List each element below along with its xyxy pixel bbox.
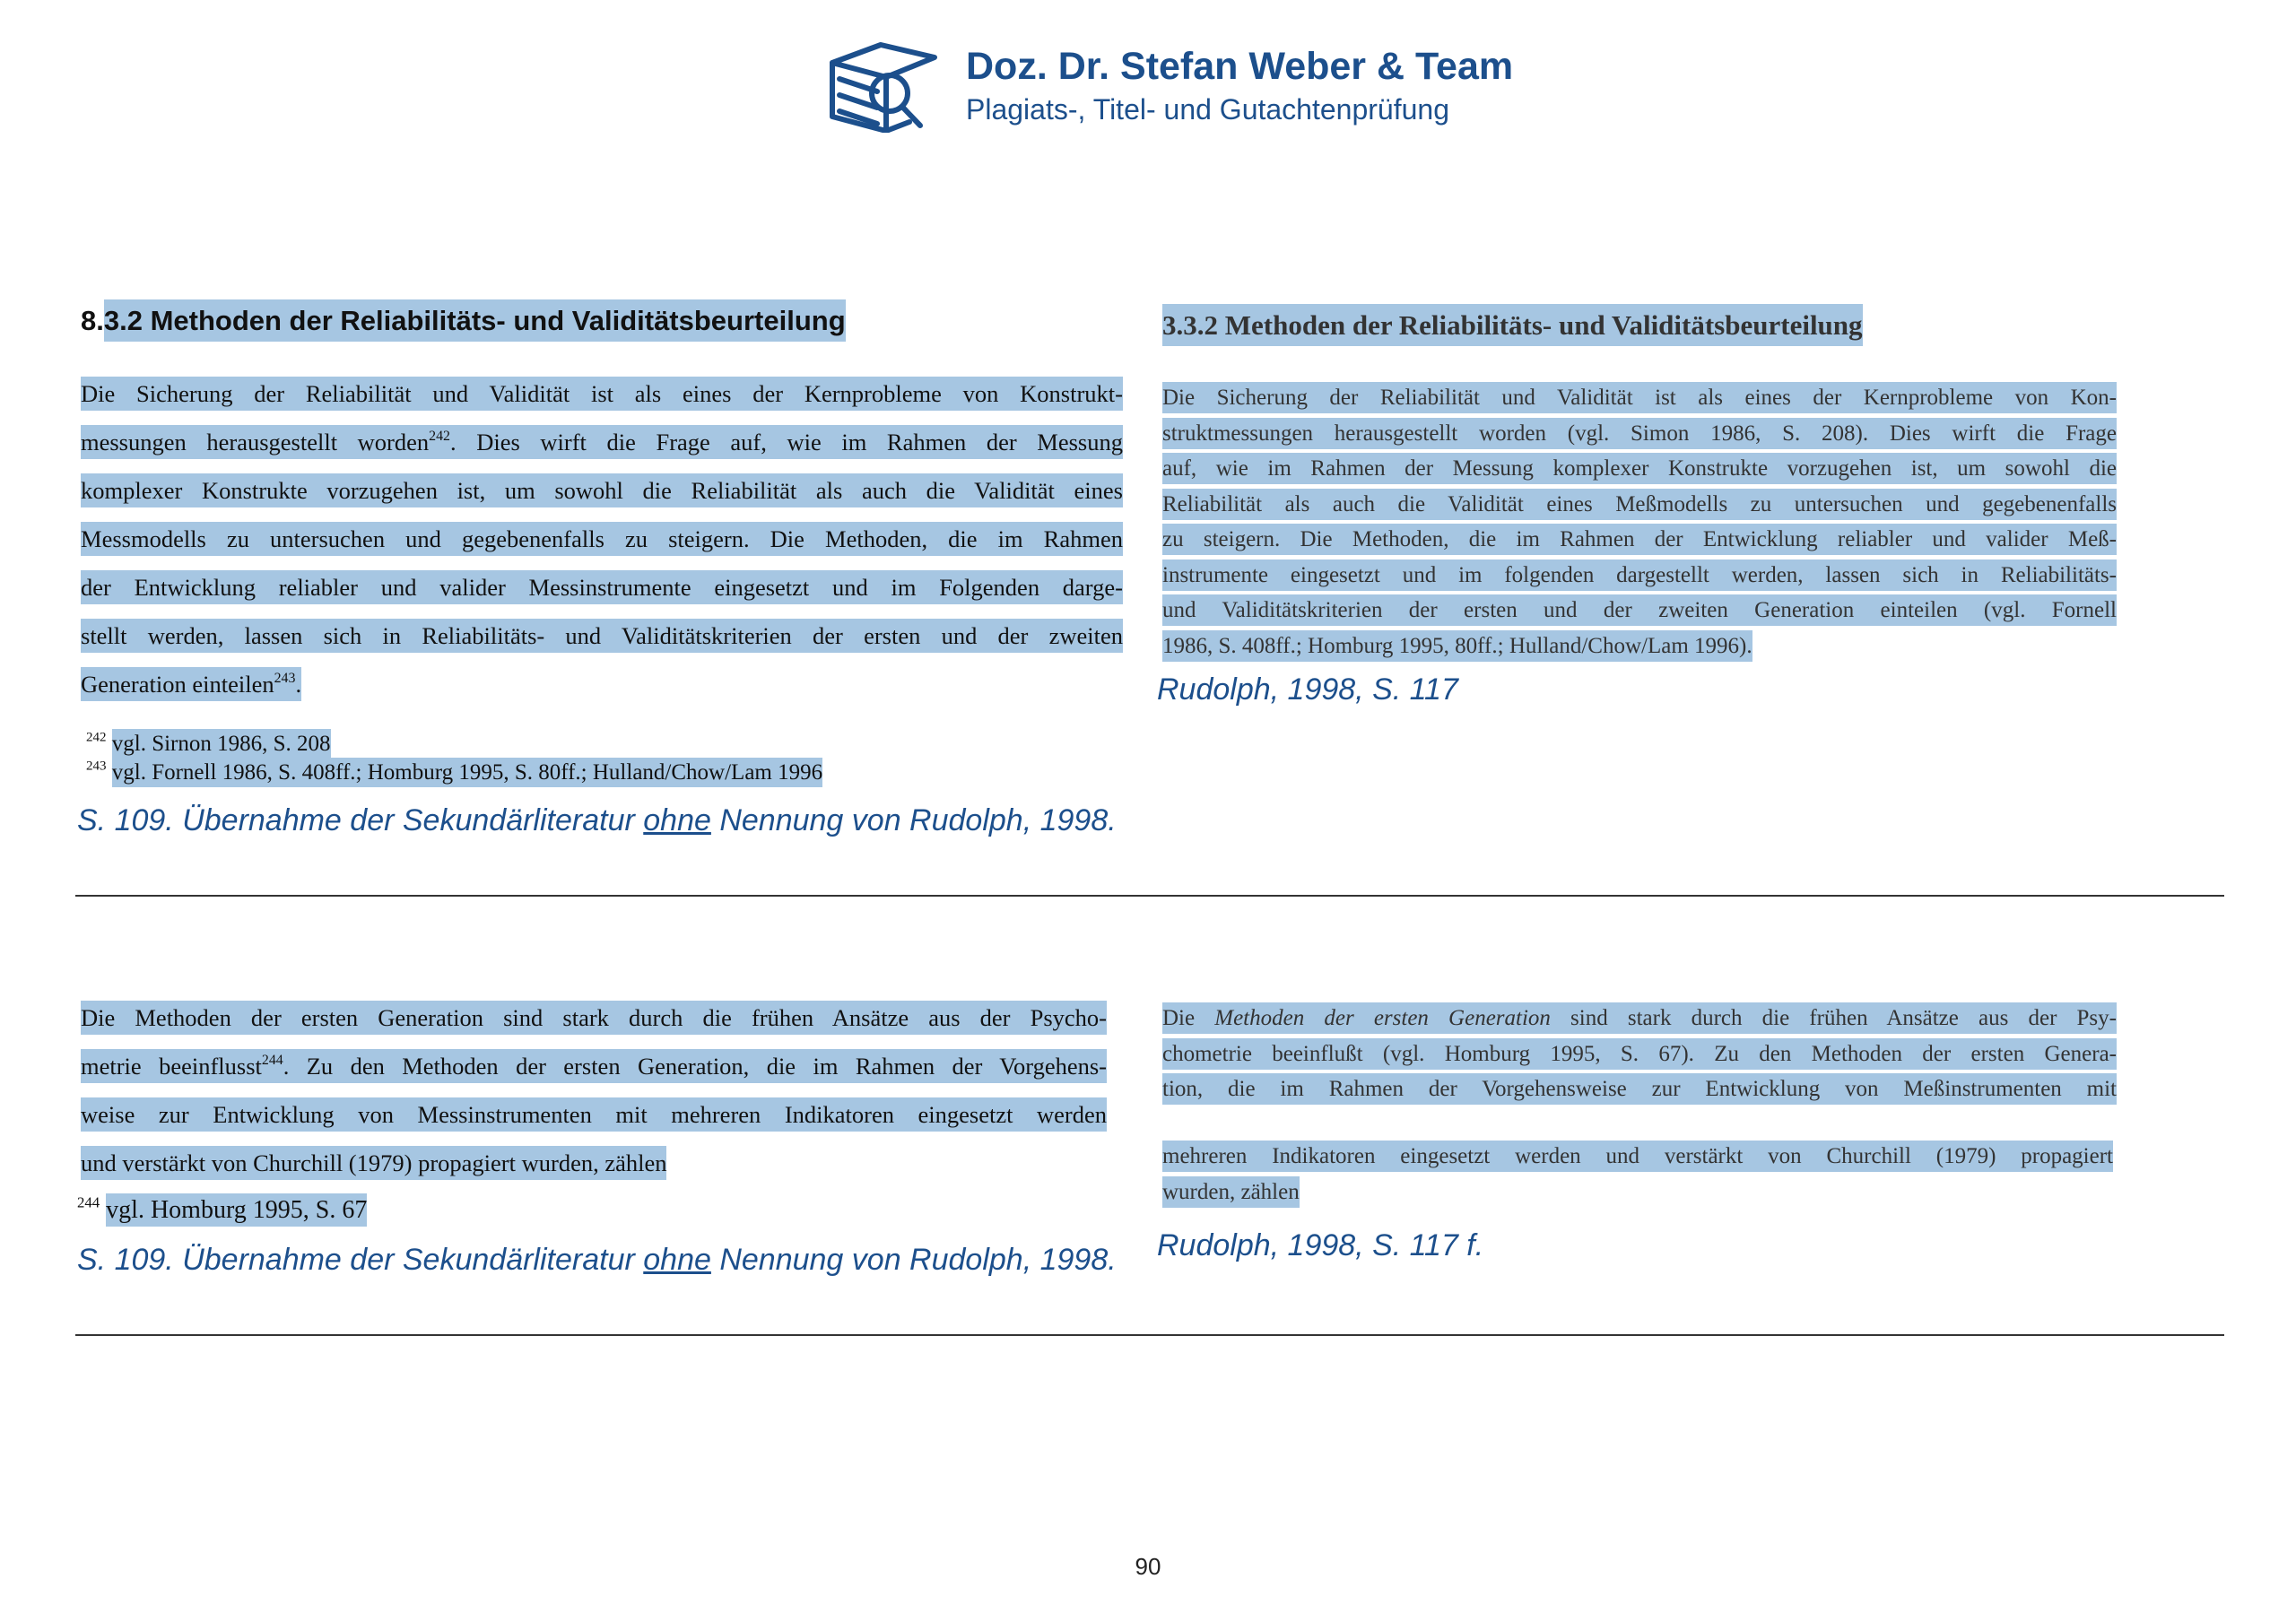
right-excerpt-1 (1162, 380, 2117, 664)
text-line: Die Methoden der ersten Generation sind stark durch die frühen Ansätze aus der Psy- (1162, 1001, 2117, 1037)
footnote-ref[interactable]: 243 (274, 670, 296, 686)
section-divider (75, 1334, 2224, 1336)
left-excerpt-2 (81, 993, 1107, 1187)
text-line: Messmodells zu untersuchen und gegebenenfalls zu steigern. Die Methoden, die im Rahmen (81, 515, 1123, 563)
text-line: Reliabilität als auch die Validität eines Meßmodells zu untersuchen und gegebenenfalls (1162, 487, 2117, 523)
text-line: und Validitätskriterien der ersten und der zweiten Generation einteilen (vgl. Fornell (1162, 593, 2117, 629)
text-line: chometrie beeinflußt (vgl. Homburg 1995, S. 67). Zu den Methoden der ersten Genera- (1162, 1037, 2117, 1072)
footnote-ref[interactable]: 244 (261, 1052, 283, 1068)
footnote-242: $^{242}$ vgl. Sirnon 1986, S. 208 (86, 732, 331, 757)
text-line: Die Methoden der ersten Generation sind stark durch die frühen Ansätze aus der Psycho- (81, 993, 1107, 1042)
text-line: komplexer Konstrukte vorzugehen ist, um sowohl die Reliabilität als auch die Validität eines (81, 466, 1123, 515)
text-line: messungen herausgestellt worden$^{242}$. Dies wirft die Frage auf, wie im Rahmen der Messung (81, 418, 1123, 466)
text-line: wurden, zählen (1162, 1175, 2113, 1210)
left-heading-1: 8.3.2 Methoden der Reliabilitäts- und Validitätsbeurteilung (81, 305, 846, 337)
right-excerpt-2 (1162, 1001, 2117, 1107)
text-line: Die Sicherung der Reliabilität und Validität ist als eines der Kernprobleme von Kon- (1162, 380, 2117, 416)
right-caption-2: Rudolph, 1998, S. 117 f. (1157, 1228, 1484, 1262)
text-line: Generation einteilen$^{243}$. (81, 660, 1123, 708)
left-caption-2: S. 109. Übernahme der Sekundärliteratur ohne Nennung von Rudolph, 1998. (77, 1243, 1117, 1277)
brand-title: Doz. Dr. Stefan Weber & Team (966, 45, 1514, 88)
right-heading-1: 3.3.2 Methoden der Reliabilitäts- und Validitätsbeurteilung (1162, 309, 1863, 342)
text-line: zu steigern. Die Methoden, die im Rahmen der Entwicklung reliabler und valider Meß- (1162, 522, 2117, 558)
text-line: Die Sicherung der Reliabilität und Validität ist als eines der Kernprobleme von Konstrukt- (81, 369, 1123, 418)
text-line: struktmessungen herausgestellt worden (vgl. Simon 1986, S. 208). Dies wirft die Frage (1162, 416, 2117, 452)
text-line: tion, die im Rahmen der Vorgehensweise zur Entwicklung von Meßinstrumenten mit (1162, 1071, 2117, 1107)
left-caption-1: S. 109. Übernahme der Sekundärliteratur ohne Nennung von Rudolph, 1998. (77, 803, 1117, 837)
text-line: stellt werden, lassen sich in Reliabilitäts- und Validitätskriterien der ersten und der zweiten (81, 612, 1123, 660)
text-line: instrumente eingesetzt und im folgenden dargestellt werden, lassen sich in Reliabilitäts- (1162, 558, 2117, 594)
footnote-244: $^{244}$ vgl. Homburg 1995, S. 67 (77, 1196, 367, 1225)
left-excerpt-1 (81, 369, 1123, 708)
text-line: weise zur Entwicklung von Messinstrumenten mit mehreren Indikatoren eingesetzt werden (81, 1090, 1107, 1139)
footnote-ref[interactable]: 242 (429, 428, 450, 444)
text-line: auf, wie im Rahmen der Messung komplexer Konstrukte vorzugehen ist, um sowohl die (1162, 451, 2117, 487)
page-number: 90 (1135, 1553, 1161, 1580)
section-divider (75, 895, 2224, 897)
text-line: mehreren Indikatoren eingesetzt werden und verstärkt von Churchill (1979) propagiert (1162, 1139, 2113, 1175)
brand-subtitle: Plagiats-, Titel- und Gutachtenprüfung (966, 93, 1449, 126)
text-line: metrie beeinflusst$^{244}$. Zu den Methoden der ersten Generation, die im Rahmen der Vorgehens- (81, 1042, 1107, 1090)
text-line: 1986, S. 408ff.; Homburg 1995, 80ff.; Hulland/Chow/Lam 1996). (1162, 629, 2117, 664)
book-magnifier-logo-icon (827, 38, 940, 133)
text-line: der Entwicklung reliabler und valider Messinstrumente eingesetzt und im Folgenden darge- (81, 563, 1123, 612)
right-caption-1: Rudolph, 1998, S. 117 (1157, 672, 1458, 707)
footnote-243: $^{243}$ vgl. Fornell 1986, S. 408ff.; Homburg 1995, S. 80ff.; Hulland/Chow/Lam 1996 (86, 760, 822, 785)
page-header (827, 34, 1514, 142)
right-excerpt-2-cont (1162, 1139, 2113, 1210)
text-line: und verstärkt von Churchill (1979) propagiert wurden, zählen (81, 1139, 1107, 1187)
